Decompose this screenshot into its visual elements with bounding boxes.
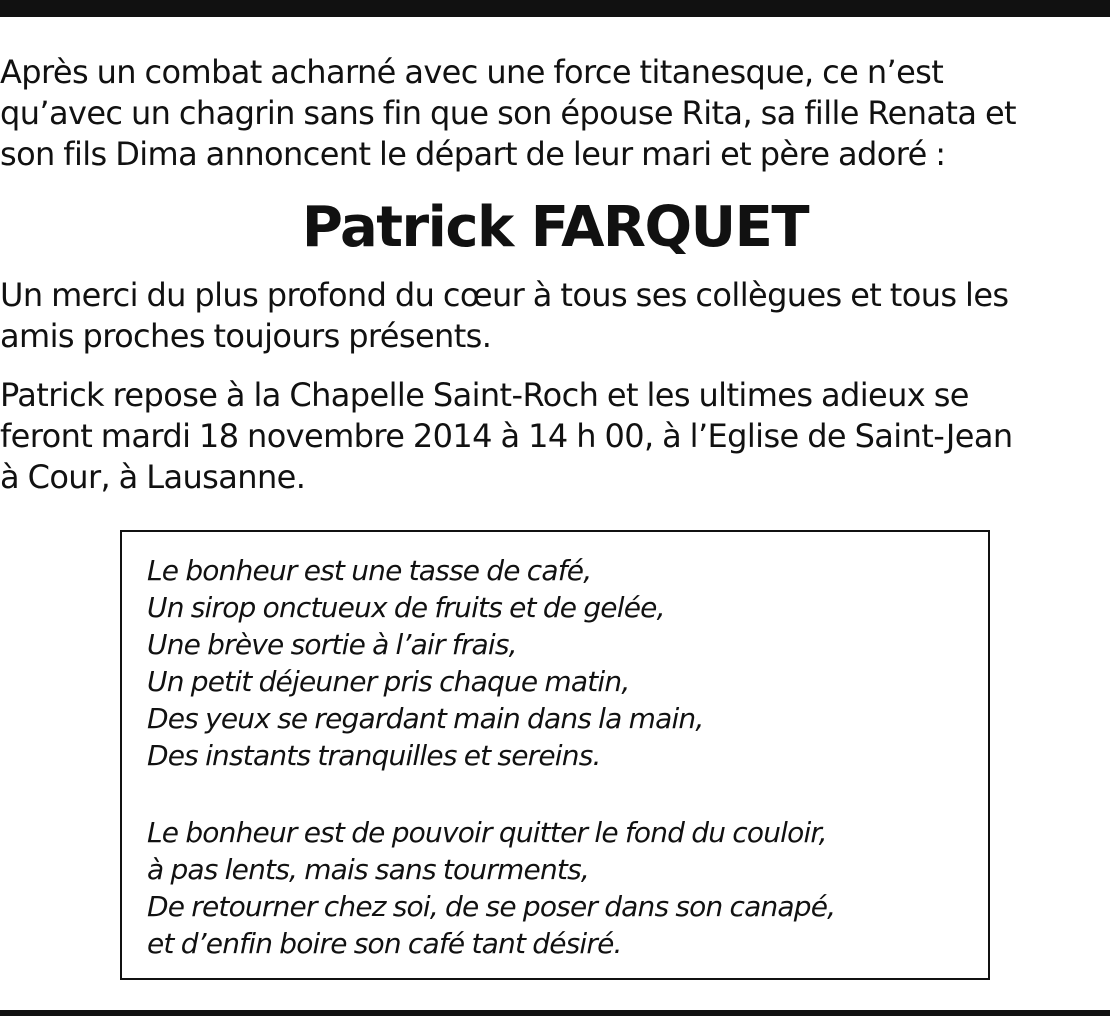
thanks-line: amis proches toujours présents. [0,317,492,355]
poem-stanza-1 [147,552,977,774]
top-rule [0,0,1110,17]
ceremony-paragraph [0,375,1110,498]
ceremony-line: à Cour, à Lausanne. [0,458,306,496]
thanks-line: Un merci du plus profond du cœur à tous ses collègues et tous les [0,276,1009,314]
poem-line: Un sirop onctueux de fruits et de gelée, [147,591,665,624]
intro-line: son fils Dima annoncent le départ de leur mari et père adoré : [0,135,946,173]
poem-box [120,530,990,980]
poem-line: Des yeux se regardant main dans la main, [147,702,704,735]
intro-line: qu’avec un chagrin sans fin que son épouse Rita, sa fille Renata et [0,94,1016,132]
poem-line: Le bonheur est de pouvoir quitter le fond du couloir, [147,816,827,849]
poem-line: Un petit déjeuner pris chaque matin, [147,665,630,698]
thanks-paragraph [0,275,1110,357]
ceremony-line: Patrick repose à la Chapelle Saint-Roch et les ultimes adieux se [0,376,969,414]
poem-line: De retourner chez soi, de se poser dans son canapé, [147,890,836,923]
poem-stanza-2 [147,814,977,962]
poem-line: Une brève sortie à l’air frais, [147,628,517,661]
deceased-name: Patrick FARQUET [301,195,809,260]
intro-line: Après un combat acharné avec une force titanesque, ce n’est [0,53,944,91]
ceremony-line: feront mardi 18 novembre 2014 à 14 h 00, à l’Eglise de Saint-Jean [0,417,1013,455]
poem-line: et d’enfin boire son café tant désiré. [147,927,622,960]
poem-line: à pas lents, mais sans tourments, [147,853,589,886]
bottom-rule [0,1010,1110,1016]
poem-line: Le bonheur est une tasse de café, [147,554,592,587]
poem-line: Des instants tranquilles et sereins. [147,739,601,772]
intro-paragraph [0,52,1110,175]
